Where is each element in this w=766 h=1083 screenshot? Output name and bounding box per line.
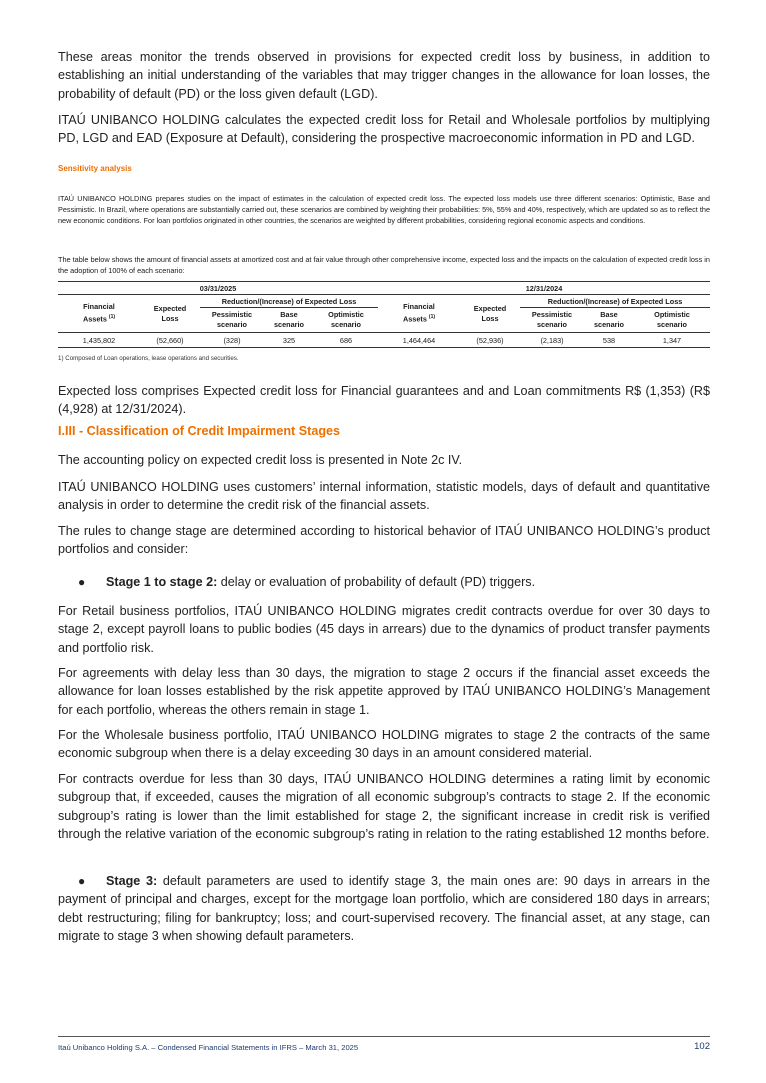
contracts-paragraph: For contracts overdue for less than 30 days, ITAÚ UNIBANCO HOLDING determines a rating limit by economic subgroup that, if exceeded, causes the migration of all economic subgroup’s contracts to stage 2. If the economic subgroup’s rating is lower than the limit established for stage 2, the significant increase in credit risk is verified through the relative variation of the economic subgroup’s rating in relation to the rating established 12 months before. — [58, 772, 710, 841]
reduction-header-2: Reduction/(Increase) of Expected Loss — [520, 295, 710, 308]
expected-loss-header-1: Expected Loss — [153, 303, 187, 323]
bullet-icon: ● — [78, 575, 86, 589]
pessimistic-header: Pessimistic scenario — [211, 310, 253, 329]
retail-paragraph: For Retail business portfolios, ITAÚ UNIBANCO HOLDING migrates credit contracts overdue for over 30 days to stage 2, except payroll loans to public bodies (45 days in arrears) due to the dynamics of product transfer payments and portfolio risk. — [58, 604, 710, 655]
sensitivity-table — [58, 281, 710, 348]
calculation-paragraph: ITAÚ UNIBANCO HOLDING calculates the expected credit loss for Retail and Wholesale portfolios by multiplying PD, LGD and EAD (Exposure at Default), considering the prospective macroeconomic information in PD and LGD. — [58, 113, 710, 146]
table-row — [58, 333, 710, 348]
table-date-row — [58, 282, 710, 295]
reduction-header-1: Reduction/(Increase) of Expected Loss — [200, 295, 378, 308]
expected-loss-paragraph: Expected loss comprises Expected credit loss for Financial guarantees and and Loan commitments R$ (1,353) (R$ (4,928) at 12/31/2024). — [58, 384, 710, 417]
stages-heading: I.III - Classification of Credit Impairment Stages — [58, 424, 341, 438]
bullet-text: delay or evaluation of probability of default (PD) triggers. — [217, 575, 536, 589]
expected-loss-header-2: Expected Loss — [473, 303, 507, 323]
table-cell: 538 — [584, 333, 634, 348]
optimistic-header: Optimistic scenario — [654, 310, 690, 329]
footer-title: Itaú Unibanco Holding S.A. – Condensed Financial Statements in IFRS – March 31, 2025 — [58, 1043, 359, 1052]
table-cell: 325 — [264, 333, 314, 348]
date-header-2: 12/31/2024 — [378, 282, 710, 295]
sensitivity-paragraph: ITAÚ UNIBANCO HOLDING prepares studies on the impact of estimates in the calculation of expected credit loss. The expected loss models use three different scenarios: Optimistic, Base and Pessimistic. In Brazil, where operations are substantially carried out, these scenarios are combined by weighting their probabilities: 5%, 55% and 40%, respectively, which are updated so as to reflect the new economic conditions. For loan portfolios originated in other countries, the scenarios are weighted by different probabilities, considering regional economic aspects and conditions. — [58, 194, 710, 226]
table-cell: (328) — [200, 333, 264, 348]
financial-assets-header-2: Financial Assets $^{(1)}$ — [402, 302, 436, 324]
table-cell: 686 — [314, 333, 378, 348]
table-footnote: 1) Composed of Loan operations, lease operations and securities. — [58, 355, 239, 362]
table-cell: 1,464,464 — [378, 333, 460, 348]
financial-assets-header-1: Financial Assets $^{(1)}$ — [82, 302, 116, 324]
intro-paragraph: These areas monitor the trends observed in provisions for expected credit loss by business, in addition to establishing an initial understanding of the variables that may trigger changes in the allowance for loan losses, the probability of default (PD) or the loss given default (LGD). — [58, 50, 710, 101]
optimistic-header: Optimistic scenario — [328, 310, 364, 329]
table-cell: (52,660) — [140, 333, 200, 348]
wholesale-paragraph: For the Wholesale business portfolio, ITAÚ UNIBANCO HOLDING migrates to stage 2 the contracts of the same economic subgroup when there is a delay exceeding 30 days in an amount considered material. — [58, 728, 710, 761]
base-header: Base scenario — [273, 310, 304, 329]
bullet-bold: Stage 3: — [106, 874, 158, 888]
sensitivity-heading: Sensitivity analysis — [58, 164, 132, 173]
table-cell: 1,435,802 — [58, 333, 140, 348]
table-cell: 1,347 — [634, 333, 710, 348]
bullet-icon: ● — [78, 874, 86, 888]
bullet-stage-3 — [58, 872, 710, 945]
table-cell: (2,183) — [520, 333, 584, 348]
base-header: Base scenario — [593, 310, 624, 329]
bullet-stage-1-to-2 — [58, 573, 710, 591]
agreements-paragraph: For agreements with delay less than 30 days, the migration to stage 2 occurs if the financial asset exceeds the allowance for loan losses established by the risk appetite approved by ITAÚ UNIBANCO HOLDING’s Management for each portfolio, whereas the others remain in stage 1. — [58, 666, 710, 717]
date-header-1: 03/31/2025 — [58, 282, 378, 295]
policy-paragraph: The accounting policy on expected credit loss is presented in Note 2c IV. — [58, 453, 463, 467]
table-cell: (52,936) — [460, 333, 520, 348]
rules-paragraph: The rules to change stage are determined according to historical behavior of ITAÚ UNIBANCO HOLDING’s product portfolios and consider: — [58, 524, 710, 557]
bullet-bold: Stage 1 to stage 2: — [106, 575, 218, 589]
page-number: 102 — [694, 1041, 710, 1052]
footer-divider — [58, 1036, 710, 1037]
pessimistic-header: Pessimistic scenario — [531, 310, 573, 329]
bullet-text: default parameters are used to identify stage 3, the main ones are: 90 days in arrears in the payment of principal and charges, except for the mortgage loan portfolio, which are considered 180 days in arrears; debt restructuring; filing for bankruptcy; loss; and court-supervised recovery. The financial asset, at any stage, can migrate to stage 3 when showing default parameters. — [58, 874, 710, 943]
table-intro-paragraph: The table below shows the amount of financial assets at amortized cost and at fair value through other comprehensive income, expected loss and the impacts on the calculation of expected credit loss in the adoption of 100% of each scenario: — [58, 255, 710, 276]
internal-info-paragraph: ITAÚ UNIBANCO HOLDING uses customers’ internal information, statistic models, days of default and quantitative analysis in order to determine the credit risk of the financial assets. — [58, 480, 710, 513]
table-reduction-row — [58, 295, 710, 308]
